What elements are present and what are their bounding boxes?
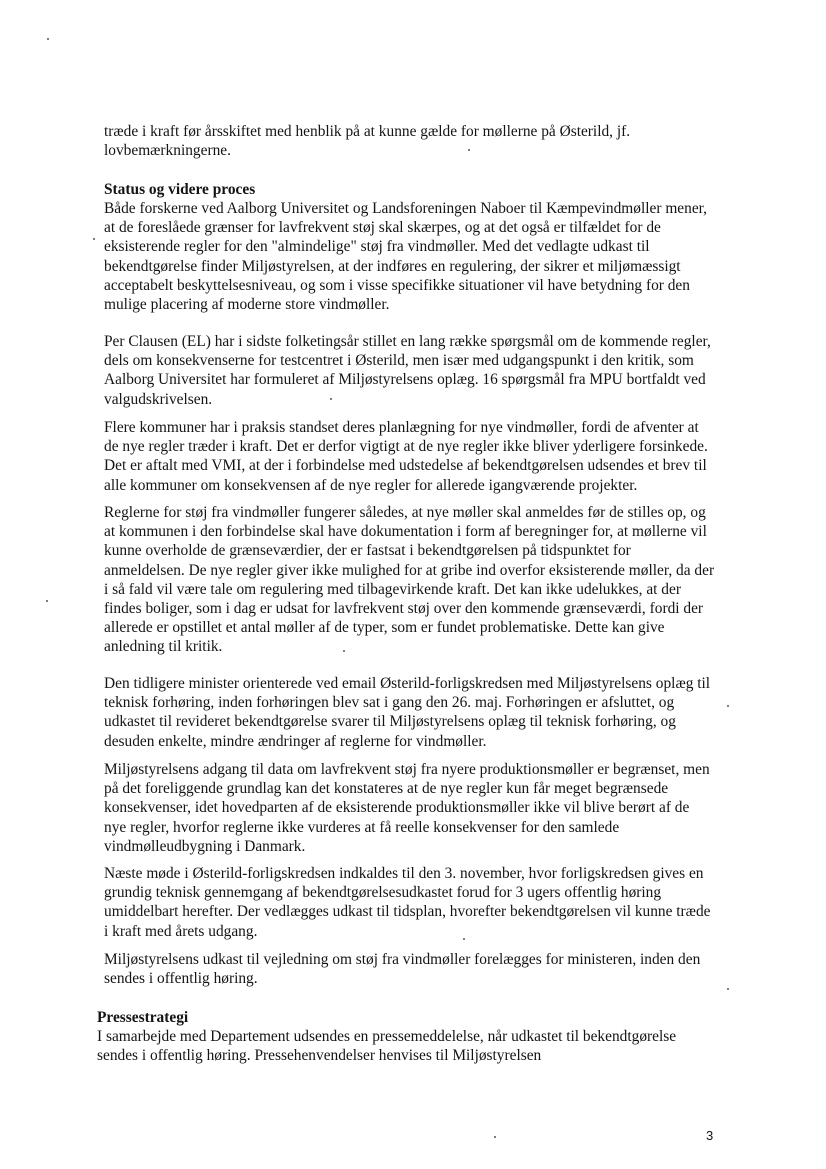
text-line: allerede er opstillet et antal møller af de typer, som er fundet problematiske. Dette kan give: [104, 619, 665, 637]
text-line: Næste møde i Østerild-forligskredsen indkaldes til den 3. november, hvor forligskredsen gives en: [104, 865, 704, 882]
scan-speck: [727, 705, 729, 707]
text-line: valgudskrivelsen.: [104, 390, 213, 408]
text-line: Flere kommuner har i praksis standset deres planlægning for nye vindmøller, fordi de afventer at: [104, 419, 699, 436]
scan-speck: [463, 938, 465, 940]
paragraph-data-access: [104, 760, 804, 856]
text-line: Aalborg Universitet har formuleret af Miljøstyrelsens oplæg. 16 spørgsmål fra MPU bortfaldt ved: [104, 371, 706, 389]
scan-speck: [47, 38, 49, 40]
text-line: umiddelbart herefter. Der vedlægges udkast til tidsplan, hvorefter bekendtgørelsen vil kunne træde: [104, 903, 711, 921]
text-line: Miljøstyrelsens adgang til data om lavfrekvent støj fra nyere produktionsmøller er begrænset, men: [104, 761, 710, 778]
text-line: træde i kraft før årsskiftet med henblik på at kunne gælde for møllerne på Østerild, jf.: [104, 123, 631, 140]
text-line: nye regler, hvorfor reglerne ikke vurderes at få reelle konsekvenser for den samlede: [104, 818, 620, 836]
text-line: Både forskerne ved Aalborg Universitet og Landsforeningen Naboer til Kæmpevindmøller mener,: [104, 200, 708, 217]
paragraph-guidance: [104, 950, 804, 988]
text-line: sendes i offentlig høring. Pressehenvendelser henvises til Miljøstyrelsen: [97, 1047, 542, 1065]
text-line: sendes i offentlig høring.: [104, 970, 258, 988]
scan-speck: [330, 398, 332, 400]
text-line: teknisk forhøring, inden forhøringen blev sat i gang den 26. maj. Forhøringen er afsluttet, og: [104, 694, 675, 712]
text-line: mulige placering af moderne store vindmøller.: [104, 296, 390, 314]
paragraph-press: [97, 1027, 809, 1065]
paragraph-next-meeting: [104, 864, 804, 941]
intro-text: [104, 122, 804, 160]
text-line: anledning til kritik.: [104, 638, 223, 656]
text-line: Reglerne for støj fra vindmøller fungerer således, at nye møller skal anmeldes før de stilles op, og: [104, 504, 706, 521]
text-line: eksisterende regler for den "almindelige" støj fra vindmøller. Med det vedlagte udkast til: [104, 238, 650, 256]
scan-speck: [727, 988, 729, 990]
text-line: på det foreliggende grundlag kan det konstateres at de nye regler kun får meget begrænsede: [104, 780, 669, 798]
scan-speck: [343, 650, 345, 652]
paragraph-municipalities: [104, 418, 804, 495]
text-line: i så fald vil være tale om regulering med tilbagevirkende kraft. Det kan ikke udelukkes, at der: [104, 580, 681, 598]
text-line: desuden enkelte, mindre ændringer af reglerne for vindmøller.: [104, 732, 487, 750]
text-line: de nye regler træder i kraft. Det er derfor vigtigt at de nye regler ikke bliver yderligere forsinkede.: [104, 438, 708, 456]
text-line: i kraft med årets udgang.: [104, 922, 258, 940]
text-line: at de foreslåede grænser for lavfrekvent støj skal skærpes, og at det også er tilfældet for de: [104, 219, 661, 237]
scan-speck: [494, 1136, 496, 1138]
paragraph-research: [104, 199, 804, 314]
text-line: Miljøstyrelsens udkast til vejledning om støj fra vindmøller forelægges for ministeren, inden den: [104, 951, 701, 968]
text-line: bekendtgørelse finder Miljøstyrelsen, at der indføres en regulering, der sikrer et miljømæssigt: [104, 257, 681, 275]
text-line: Det er aftalt med VMI, at der i forbindelse med udstedelse af bekendtgørelsen udsendes et brev til: [104, 457, 707, 475]
paragraph-minister: [104, 674, 804, 751]
text-line: vindmølleudbygning i Danmark.: [104, 837, 306, 855]
press-heading: Pressestrategi: [97, 1009, 189, 1026]
text-line: lovbemærkningerne.: [104, 142, 231, 160]
page-number: 3: [706, 1128, 714, 1143]
text-line: alle kommuner om konsekvensen af de nye regler for allerede igangværende projekter.: [104, 476, 638, 494]
text-line: at kommunen i den forbindelse skal have dokumentation i form af beregninger for, at møllerne vil: [104, 523, 707, 541]
paragraph-questions: [104, 332, 804, 409]
text-line: grundig teknisk gennemgang af bekendtgørelsesudkastet forud for 3 ugers offentlig høring: [104, 884, 662, 902]
text-line: Per Clausen (EL) har i sidste folketingsår stillet en lang række spørgsmål om de kommende regler,: [104, 333, 711, 350]
text-line: anmeldelsen. De nye regler giver ikke mulighed for at gribe ind overfor eksisterende møller, da der: [104, 561, 715, 579]
text-line: kunne overholde de grænseværdier, der er fastsat i bekendtgørelsen på tidspunktet for: [104, 542, 631, 560]
scan-speck: [93, 238, 95, 240]
text-line: Den tidligere minister orienterede ved email Østerild-forligskredsen med Miljøstyrelsens oplæg til: [104, 675, 711, 692]
text-line: udkastet til revideret bekendtgørelse svarer til Miljøstyrelsens oplæg til teknisk forhøring, og: [104, 713, 676, 731]
text-line: konsekvenser, idet hovedparten af de eksisterende produktionsmøller ikke vil blive berørt af de: [104, 799, 690, 817]
status-heading: Status og videre proces: [104, 181, 256, 198]
scan-speck: [46, 600, 48, 602]
text-line: findes boliger, som i dag er udsat for lavfrekvent støj over den kommende grænseværdi, fordi der: [104, 600, 704, 618]
text-line: dels om konsekvenserne for testcentret i Østerild, men især med udgangspunkt i den kritik, som: [104, 352, 694, 370]
text-line: I samarbejde med Departement udsendes en pressemeddelelse, når udkastet til bekendtgørelse: [97, 1028, 677, 1045]
paragraph-rules: [104, 503, 804, 657]
text-line: acceptabelt beskyttelsesniveau, og som i visse specifikke situationer vil have betydning for den: [104, 276, 690, 294]
scan-speck: [468, 149, 470, 151]
